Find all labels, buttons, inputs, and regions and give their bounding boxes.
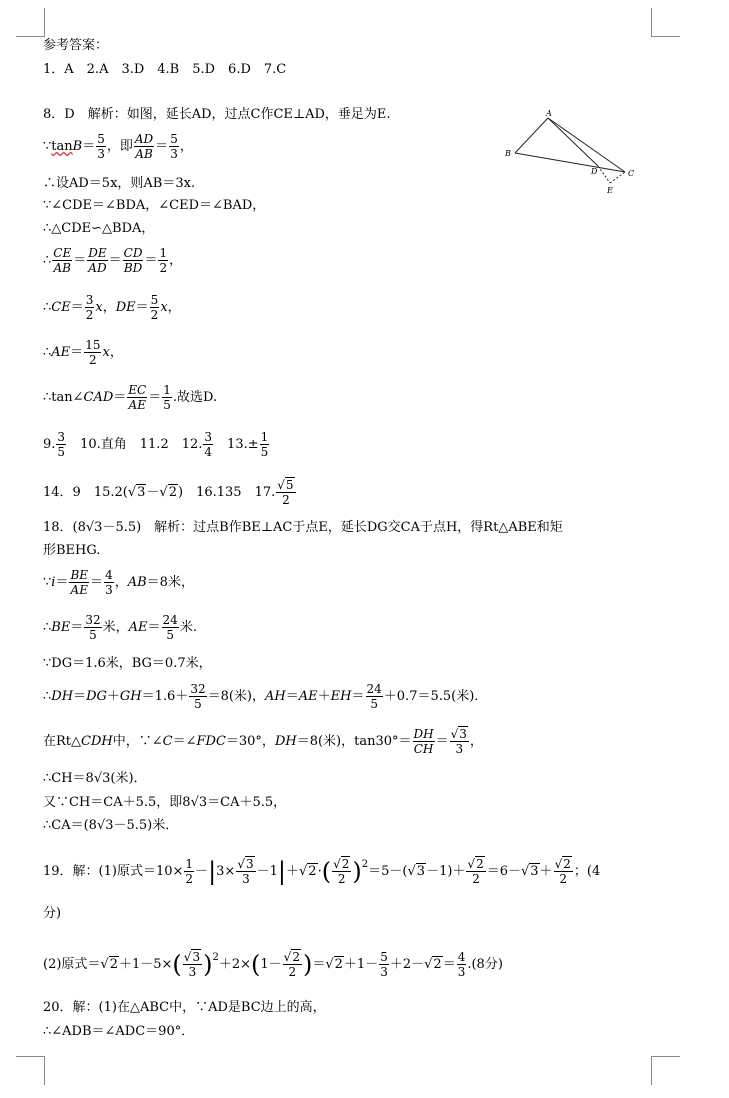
q19-score1: 分) bbox=[43, 906, 62, 921]
fill-answers-9-13: 9. $\frac{3}{5}$ 10.直角 11.2 12. $\frac{3}{4}$ 13.± $\frac{1}{5}$ bbox=[43, 430, 269, 459]
q18-line10: ∴CA＝(8√3－5.5)米． bbox=[43, 818, 179, 833]
label-c: C bbox=[628, 169, 635, 178]
q8-line6: ∴ $\frac{CE}{AB}$ ＝ $\frac{DE}{AD}$ ＝ $\frac{CD}{BD}$ ＝ $\frac{1}{2}$ ， bbox=[43, 246, 183, 275]
triangle-figure bbox=[500, 108, 645, 198]
q8-line4: ∵∠CDE＝∠BDA，∠CED＝∠BAD， bbox=[43, 198, 266, 213]
segment-ac bbox=[548, 118, 625, 172]
corner-mark-bottom-left bbox=[16, 1056, 45, 1085]
q8-line5: ∴△CDE∽△BDA， bbox=[43, 221, 155, 236]
q19-part2: (2)原式＝√2＋1－5×( $\frac{√3}{3}$ )$^2$＋2×(1－ $\frac{√2}{2}$ )＝√2＋1－ $\frac{5}{3}$ ＋2－√2＝ $\frac{4}{3}$ .(8分) bbox=[43, 950, 503, 979]
corner-mark-top-left bbox=[16, 8, 45, 37]
q18-line9: 又∵CH＝CA＋5.5，即8√3＝CA＋5.5， bbox=[43, 795, 287, 810]
fill-answers-14-17: 14．9 15.2(√3－√2) 16.135 17. $\frac{√5}{2}$ bbox=[43, 478, 294, 507]
q19-part1: 19．解：(1)原式＝10× $\frac{1}{2}$ －|3× $\frac{√3}{3}$ －1|＋√2·( $\frac{√2}{2}$ )$^2$＝5－(√3－1)＋ $\frac{√2}{2}$ ＝6－√3＋ $\frac{√2}{2}$ ；(4 bbox=[43, 857, 601, 886]
q20-line1: 20．解：(1)在△ABC中，∵AD是BC边上的高， bbox=[43, 1000, 326, 1015]
q18-line7: 在Rt△CDH中，∵∠C＝∠FDC＝30°，DH＝8(米)，tan30°＝ $\frac{DH}{CH}$ ＝ $\frac{√3}{3}$ ， bbox=[43, 727, 483, 756]
label-d: D bbox=[591, 167, 598, 176]
q8-line8: ∴AE＝ $\frac{15}{2}$ x， bbox=[43, 338, 123, 367]
q8-line7: ∴CE＝ $\frac{3}{2}$ x，DE＝ $\frac{5}{2}$ x， bbox=[43, 293, 181, 322]
q18-line6: ∴DH＝DG＋GH＝1.6＋ $\frac{32}{5}$ ＝8(米)，AH＝AE＋EH＝ $\frac{24}{5}$ ＋0.7＝5.5(米)． bbox=[43, 682, 488, 711]
corner-mark-bottom-right bbox=[651, 1056, 680, 1085]
q18-line4: ∴BE＝ $\frac{32}{5}$ 米，AE＝ $\frac{24}{5}$ 米. bbox=[43, 613, 197, 642]
q18-line2: 形BEHG. bbox=[43, 543, 101, 558]
mc-answers: 1．A 2.A 3.D 4.B 5.D 6.D 7.C bbox=[43, 62, 287, 77]
q18-line1: 18．(8√3－5.5) 解析：过点B作BE⊥AC于点E，延长DG交CA于点H，得Rt△ABE和矩 bbox=[43, 520, 563, 535]
label-b: B bbox=[505, 149, 511, 158]
corner-mark-top-right bbox=[651, 8, 680, 37]
q8-line2: ∵tanB＝ $\frac{5}{3}$ ，即 $\frac{AD}{AB}$ ＝ $\frac{5}{3}$ ， bbox=[43, 132, 193, 161]
segment-ce-dashed bbox=[610, 172, 625, 183]
q8-line1: 8．D 解析：如图，延长AD，过点C作CE⊥AD，垂足为E. bbox=[43, 107, 391, 122]
q8-line9: ∴tan∠CAD＝ $\frac{EC}{AE}$ ＝ $\frac{1}{5}$ .故选D. bbox=[43, 383, 218, 412]
q18-line5: ∵DG＝1.6米，BG＝0.7米， bbox=[43, 656, 212, 671]
q8-line3: ∴设AD＝5x，则AB＝3x. bbox=[43, 176, 196, 191]
segment-bc bbox=[515, 153, 625, 172]
label-e: E bbox=[607, 186, 613, 195]
answer-header: 参考答案： bbox=[43, 38, 109, 53]
label-a: A bbox=[546, 109, 552, 118]
q20-line2: ∴∠ADB＝∠ADC＝90°． bbox=[43, 1024, 195, 1039]
q18-line8: ∴CH＝8√3(米)． bbox=[43, 771, 147, 786]
q18-line3: ∵i＝ $\frac{BE}{AE}$ ＝ $\frac{4}{3}$ ，AB＝8米， bbox=[43, 568, 194, 597]
segment-ab bbox=[515, 118, 548, 153]
segment-ad bbox=[548, 118, 598, 166]
